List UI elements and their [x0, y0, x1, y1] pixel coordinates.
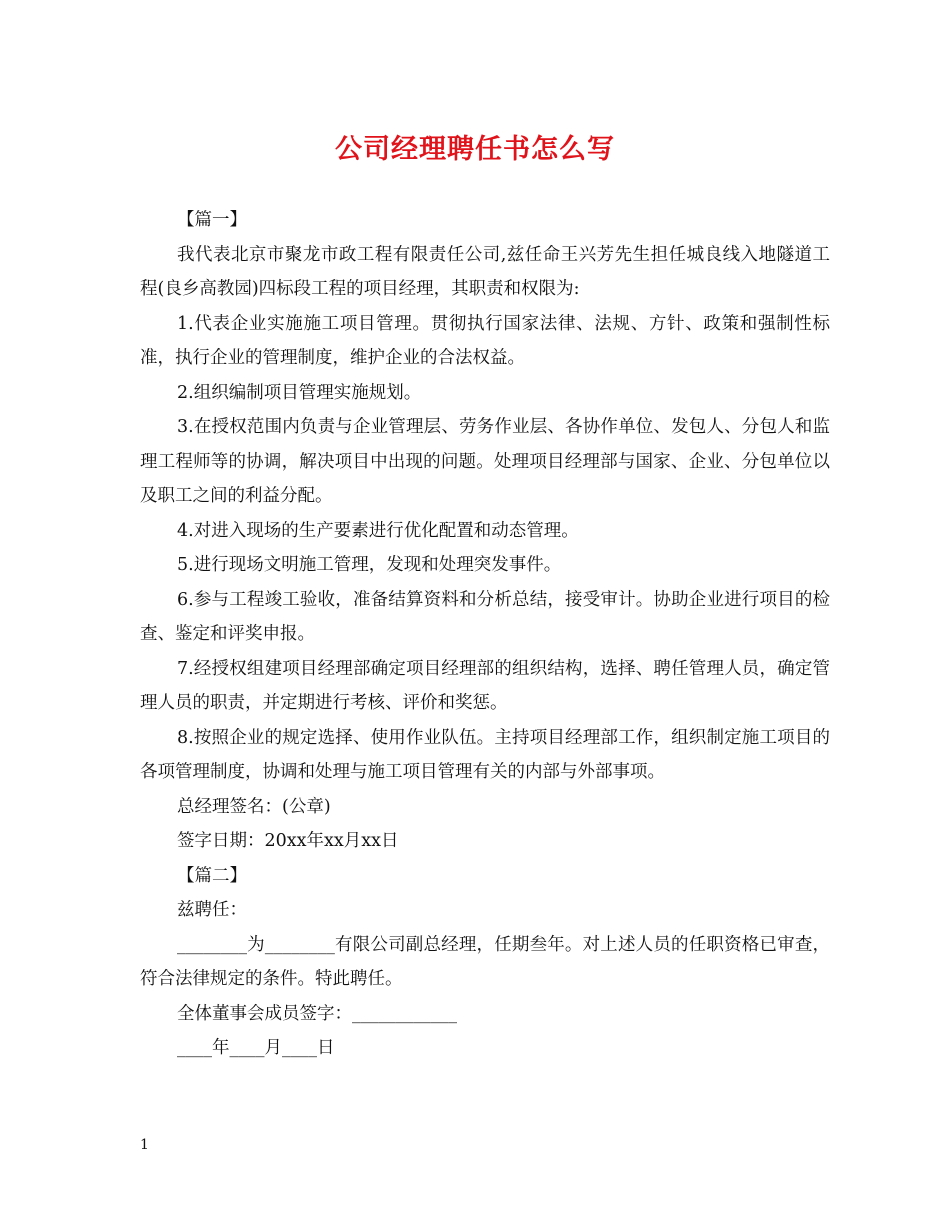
- signature-date: 签字日期：20xx年xx月xx日: [177, 831, 399, 851]
- duty-item-2: 2.组织编制项目管理实施规划。: [177, 382, 422, 403]
- section-heading-1: 【篇一】: [177, 210, 247, 230]
- duty-item-8: 8.按照企业的规定选择、使用作业队伍。主持项目经理部工作，组织制定施工项目的各项管理制度，协调和处理与施工项目管理有关的内部与外部事项。: [140, 727, 830, 782]
- date-fill-in-line: ____年____月____日: [177, 1038, 335, 1058]
- board-signature-line: 全体董事会成员签字：____________: [177, 1003, 457, 1024]
- hereby-appoint-line: 兹聘任：: [177, 900, 247, 920]
- duty-item-6: 6.参与工程竣工验收，准备结算资料和分析总结，接受审计。协助企业进行项目的检查、鉴定和评奖申报。: [140, 589, 830, 644]
- duty-item-7: 7.经授权组建项目经理部确定项目经理部的组织结构，选择、聘任管理人员，确定管理人员的职责，并定期进行考核、评价和奖惩。: [140, 658, 830, 713]
- general-manager-signature: 总经理签名：(公章): [177, 796, 331, 817]
- section-heading-2: 【篇二】: [177, 865, 247, 886]
- duty-item-3: 3.在授权范围内负责与企业管理层、劳务作业层、各协作单位、发包人、分包人和监理工程师等的协调，解决项目中出现的问题。处理项目经理部与国家、企业、分包单位以及职工之间的利益分配。: [140, 417, 830, 506]
- duty-item-5: 5.进行现场文明施工管理，发现和处理突发事件。: [177, 555, 562, 575]
- document-title: 公司经理聘任书怎么写: [335, 134, 615, 165]
- page-number: 1: [140, 1137, 149, 1153]
- duty-item-1: 1.代表企业实施施工项目管理。贯彻执行国家法律、法规、方针、政策和强制性标准，执行企业的管理制度，维护企业的合法权益。: [140, 313, 830, 368]
- document-body: [140, 203, 830, 1066]
- duty-item-4: 4.对进入现场的生产要素进行优化配置和动态管理。: [177, 520, 579, 541]
- appointment-paragraph: 我代表北京市聚龙市政工程有限责任公司,兹任命王兴芳先生担任城良线入地隧道工程(良乡高教园)四标段工程的项目经理，其职责和权限为:: [140, 244, 830, 299]
- appointment-fill-in-paragraph: ________为________有限公司副总经理，任期叁年。对上述人员的任职资格已审查，符合法律规定的条件。特此聘任。: [140, 934, 830, 989]
